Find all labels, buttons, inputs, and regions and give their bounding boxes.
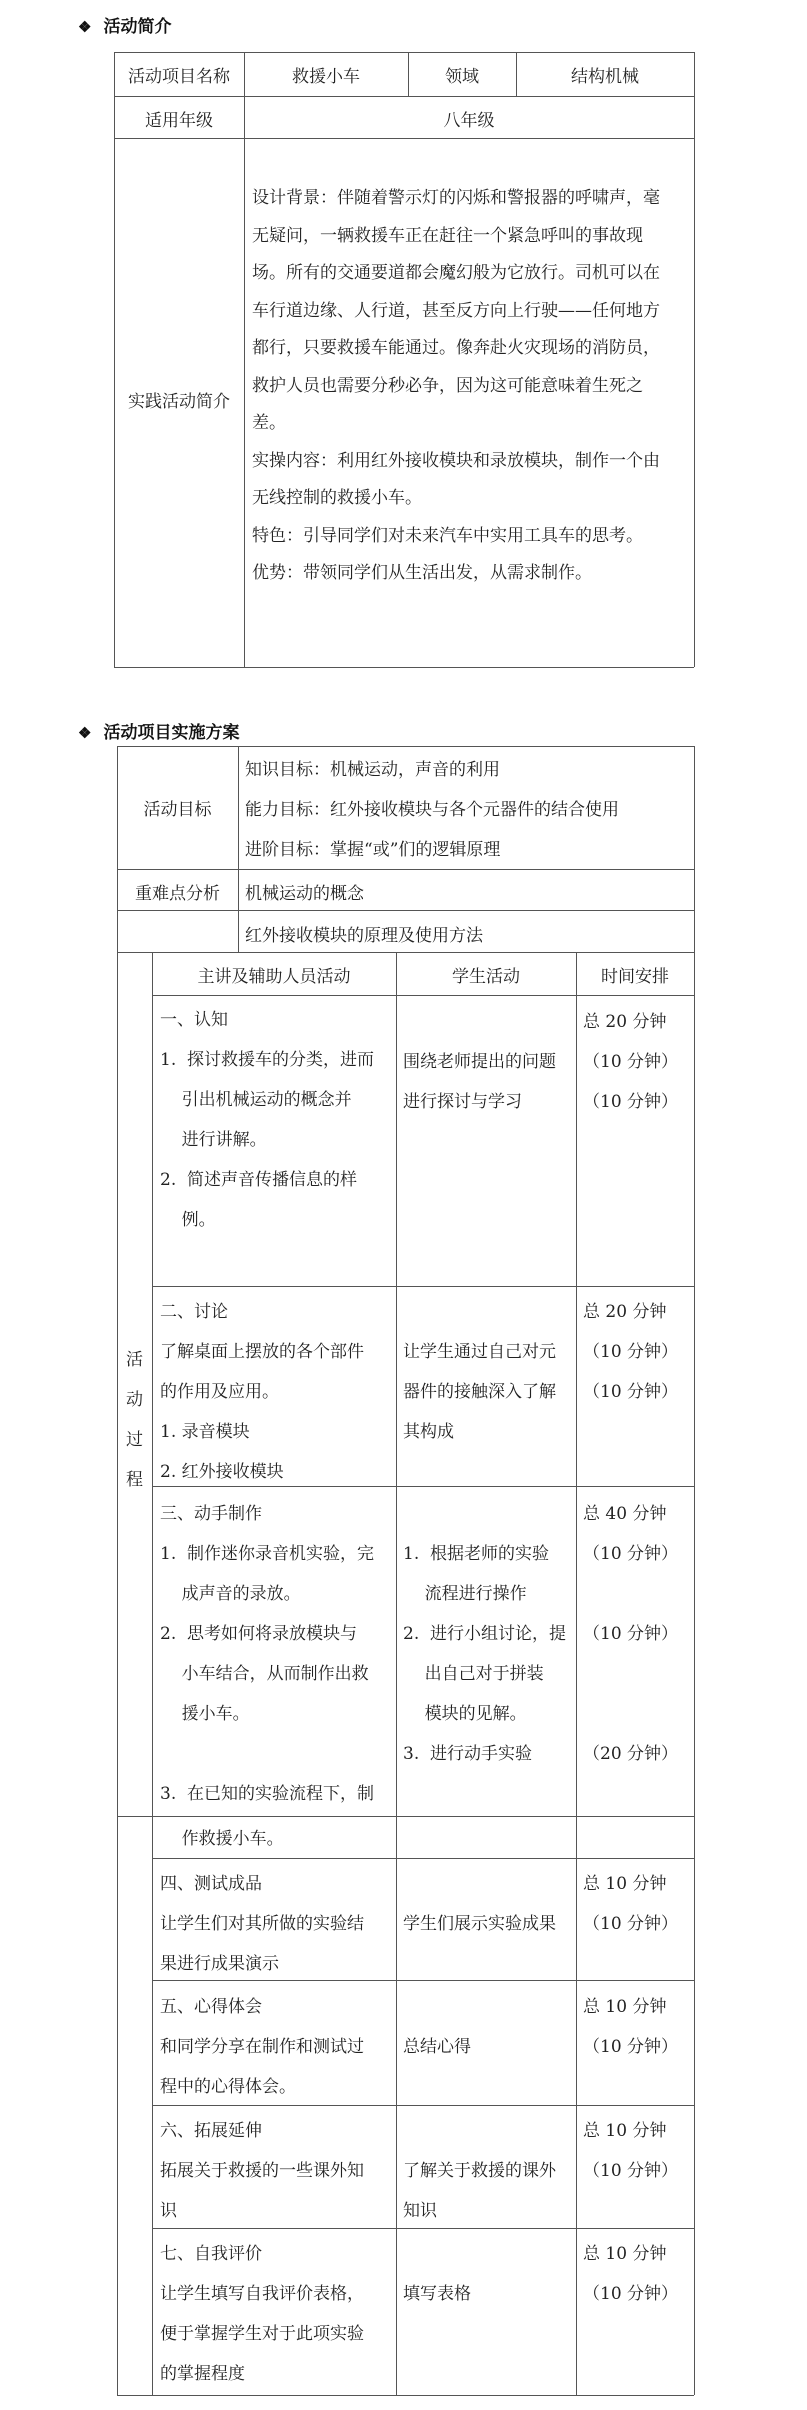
stage1-time: 总 20 分钟 （10 分钟） （10 分钟） xyxy=(583,1012,679,1112)
stage5-time: 总 10 分钟 （10 分钟） xyxy=(583,1997,679,2057)
label-goals: 活动目标 xyxy=(143,800,212,820)
stage2-teacher: 二、讨论 了解桌面上摆放的各个部件 的作用及应用。 1. 录音模块 2. 红外接收模块 xyxy=(160,1302,364,1482)
summary-line: 设计背景：伴随着警示灯的闪烁和警报器的呼啸声，毫 xyxy=(252,188,660,208)
goal-item: 能力目标：红外接收模块与各个元器件的结合使用 xyxy=(245,800,619,820)
stage2-time: 总 20 分钟 （10 分钟） （10 分钟） xyxy=(583,1302,679,1402)
stage5-teacher: 五、心得体会 和同学分享在制作和测试过 程中的心得体会。 xyxy=(160,1997,364,2097)
stage4-student: 学生们展示实验成果 xyxy=(403,1914,556,1934)
summary-text xyxy=(252,180,692,593)
process-label-char: 动 xyxy=(126,1390,143,1410)
label-project-name: 活动项目名称 xyxy=(128,67,230,87)
stage7-teacher: 七、自我评价 让学生填写自我评价表格， 便于掌握学生对于此项实验 的掌握程度 xyxy=(160,2244,364,2384)
summary-line: 场。所有的交通要道都会魔幻般为它放行。司机可以在 xyxy=(252,263,660,283)
col-header-teacher: 主讲及辅助人员活动 xyxy=(197,967,351,987)
process-label-char: 过 xyxy=(126,1430,143,1450)
stage7-student: 填写表格 xyxy=(403,2284,471,2304)
stage3-teacher: 三、动手制作 1. 制作迷你录音机实验，完 成声音的录放。 2. 思考如何将录放模块与 小车结合，从而制作出救 援小车。 3. 在已知的实验流程下，制 作救援小车。 xyxy=(160,1504,375,1849)
label-field: 领域 xyxy=(445,67,479,87)
stage1-student: 围绕老师提出的问题 进行探讨与学习 xyxy=(403,1052,556,1112)
process-label-char: 程 xyxy=(126,1470,143,1490)
label-summary: 实践活动简介 xyxy=(128,392,230,412)
section-title-plan xyxy=(78,718,239,743)
summary-line: 无疑问，一辆救援车正在赶往一个紧急呼叫的事故现 xyxy=(252,225,643,246)
project-name-value: 救援小车 xyxy=(292,67,360,87)
stage4-time: 总 10 分钟 （10 分钟） xyxy=(583,1874,679,1934)
col-header-student: 学生活动 xyxy=(452,967,520,987)
process-label xyxy=(117,1340,152,1500)
summary-line: 差。 xyxy=(252,413,286,433)
summary-line: 实操内容：利用红外接收模块和录放模块，制作一个由 xyxy=(252,450,660,471)
stage1-teacher: 一、认知 1. 探讨救援车的分类，进而 引出机械运动的概念并 进行讲解。 2. 简述声音传播信息的样 例。 xyxy=(160,1010,375,1230)
stage2-student: 让学生通过自己对元 器件的接触深入了解 其构成 xyxy=(403,1342,556,1442)
stage6-time: 总 10 分钟 （10 分钟） xyxy=(583,2121,679,2181)
keypoint-item: 红外接收模块的原理及使用方法 xyxy=(245,926,483,946)
stage4-teacher: 四、测试成品 让学生们对其所做的实验结 果进行成果演示 xyxy=(160,1874,364,1974)
label-keypoints: 重难点分析 xyxy=(135,884,220,904)
section-title-text: 活动简介 xyxy=(103,17,172,37)
section-title-intro xyxy=(78,12,171,37)
stage6-student: 了解关于救援的课外 知识 xyxy=(403,2161,556,2221)
stage3-time: 总 40 分钟 （10 分钟） （10 分钟） （20 分钟） xyxy=(583,1504,679,1764)
stage3-student: 1. 根据老师的实验 流程进行操作 2. 进行小组讨论，提 出自己对于拼装 模块的见解。 3. 进行动手实验 xyxy=(403,1544,567,1764)
col-header-time: 时间安排 xyxy=(601,967,669,987)
diamond-bullet-icon: ❖ xyxy=(78,724,92,742)
field-value: 结构机械 xyxy=(571,67,639,87)
stage5-student: 总结心得 xyxy=(403,2037,471,2057)
process-label-char: 活 xyxy=(126,1350,143,1370)
summary-line: 车行道边缘、人行道，甚至反方向上行驶——任何地方 xyxy=(252,300,660,321)
section-title-text: 活动项目实施方案 xyxy=(103,723,240,743)
summary-line: 救护人员也需要分秒必争，因为这可能意味着生死之 xyxy=(252,375,643,396)
grade-value: 八年级 xyxy=(443,111,495,131)
goal-item: 知识目标：机械运动，声音的利用 xyxy=(245,760,500,780)
stage7-time: 总 10 分钟 （10 分钟） xyxy=(583,2244,679,2304)
summary-line: 特色：引导同学们对未来汽车中实用工具车的思考。 xyxy=(252,525,643,546)
stage6-teacher: 六、拓展延伸 拓展关于救援的一些课外知 识 xyxy=(160,2121,364,2221)
keypoint-item: 机械运动的概念 xyxy=(245,884,364,904)
goal-item: 进阶目标：掌握“或”们的逻辑原理 xyxy=(245,840,501,860)
summary-line: 无线控制的救援小车。 xyxy=(252,488,422,508)
summary-line: 优势：带领同学们从生活出发，从需求制作。 xyxy=(252,563,592,583)
summary-line: 都行，只要救援车能通过。像奔赴火灾现场的消防员， xyxy=(252,338,660,358)
label-grade: 适用年级 xyxy=(145,111,213,131)
diamond-bullet-icon: ❖ xyxy=(78,18,92,36)
